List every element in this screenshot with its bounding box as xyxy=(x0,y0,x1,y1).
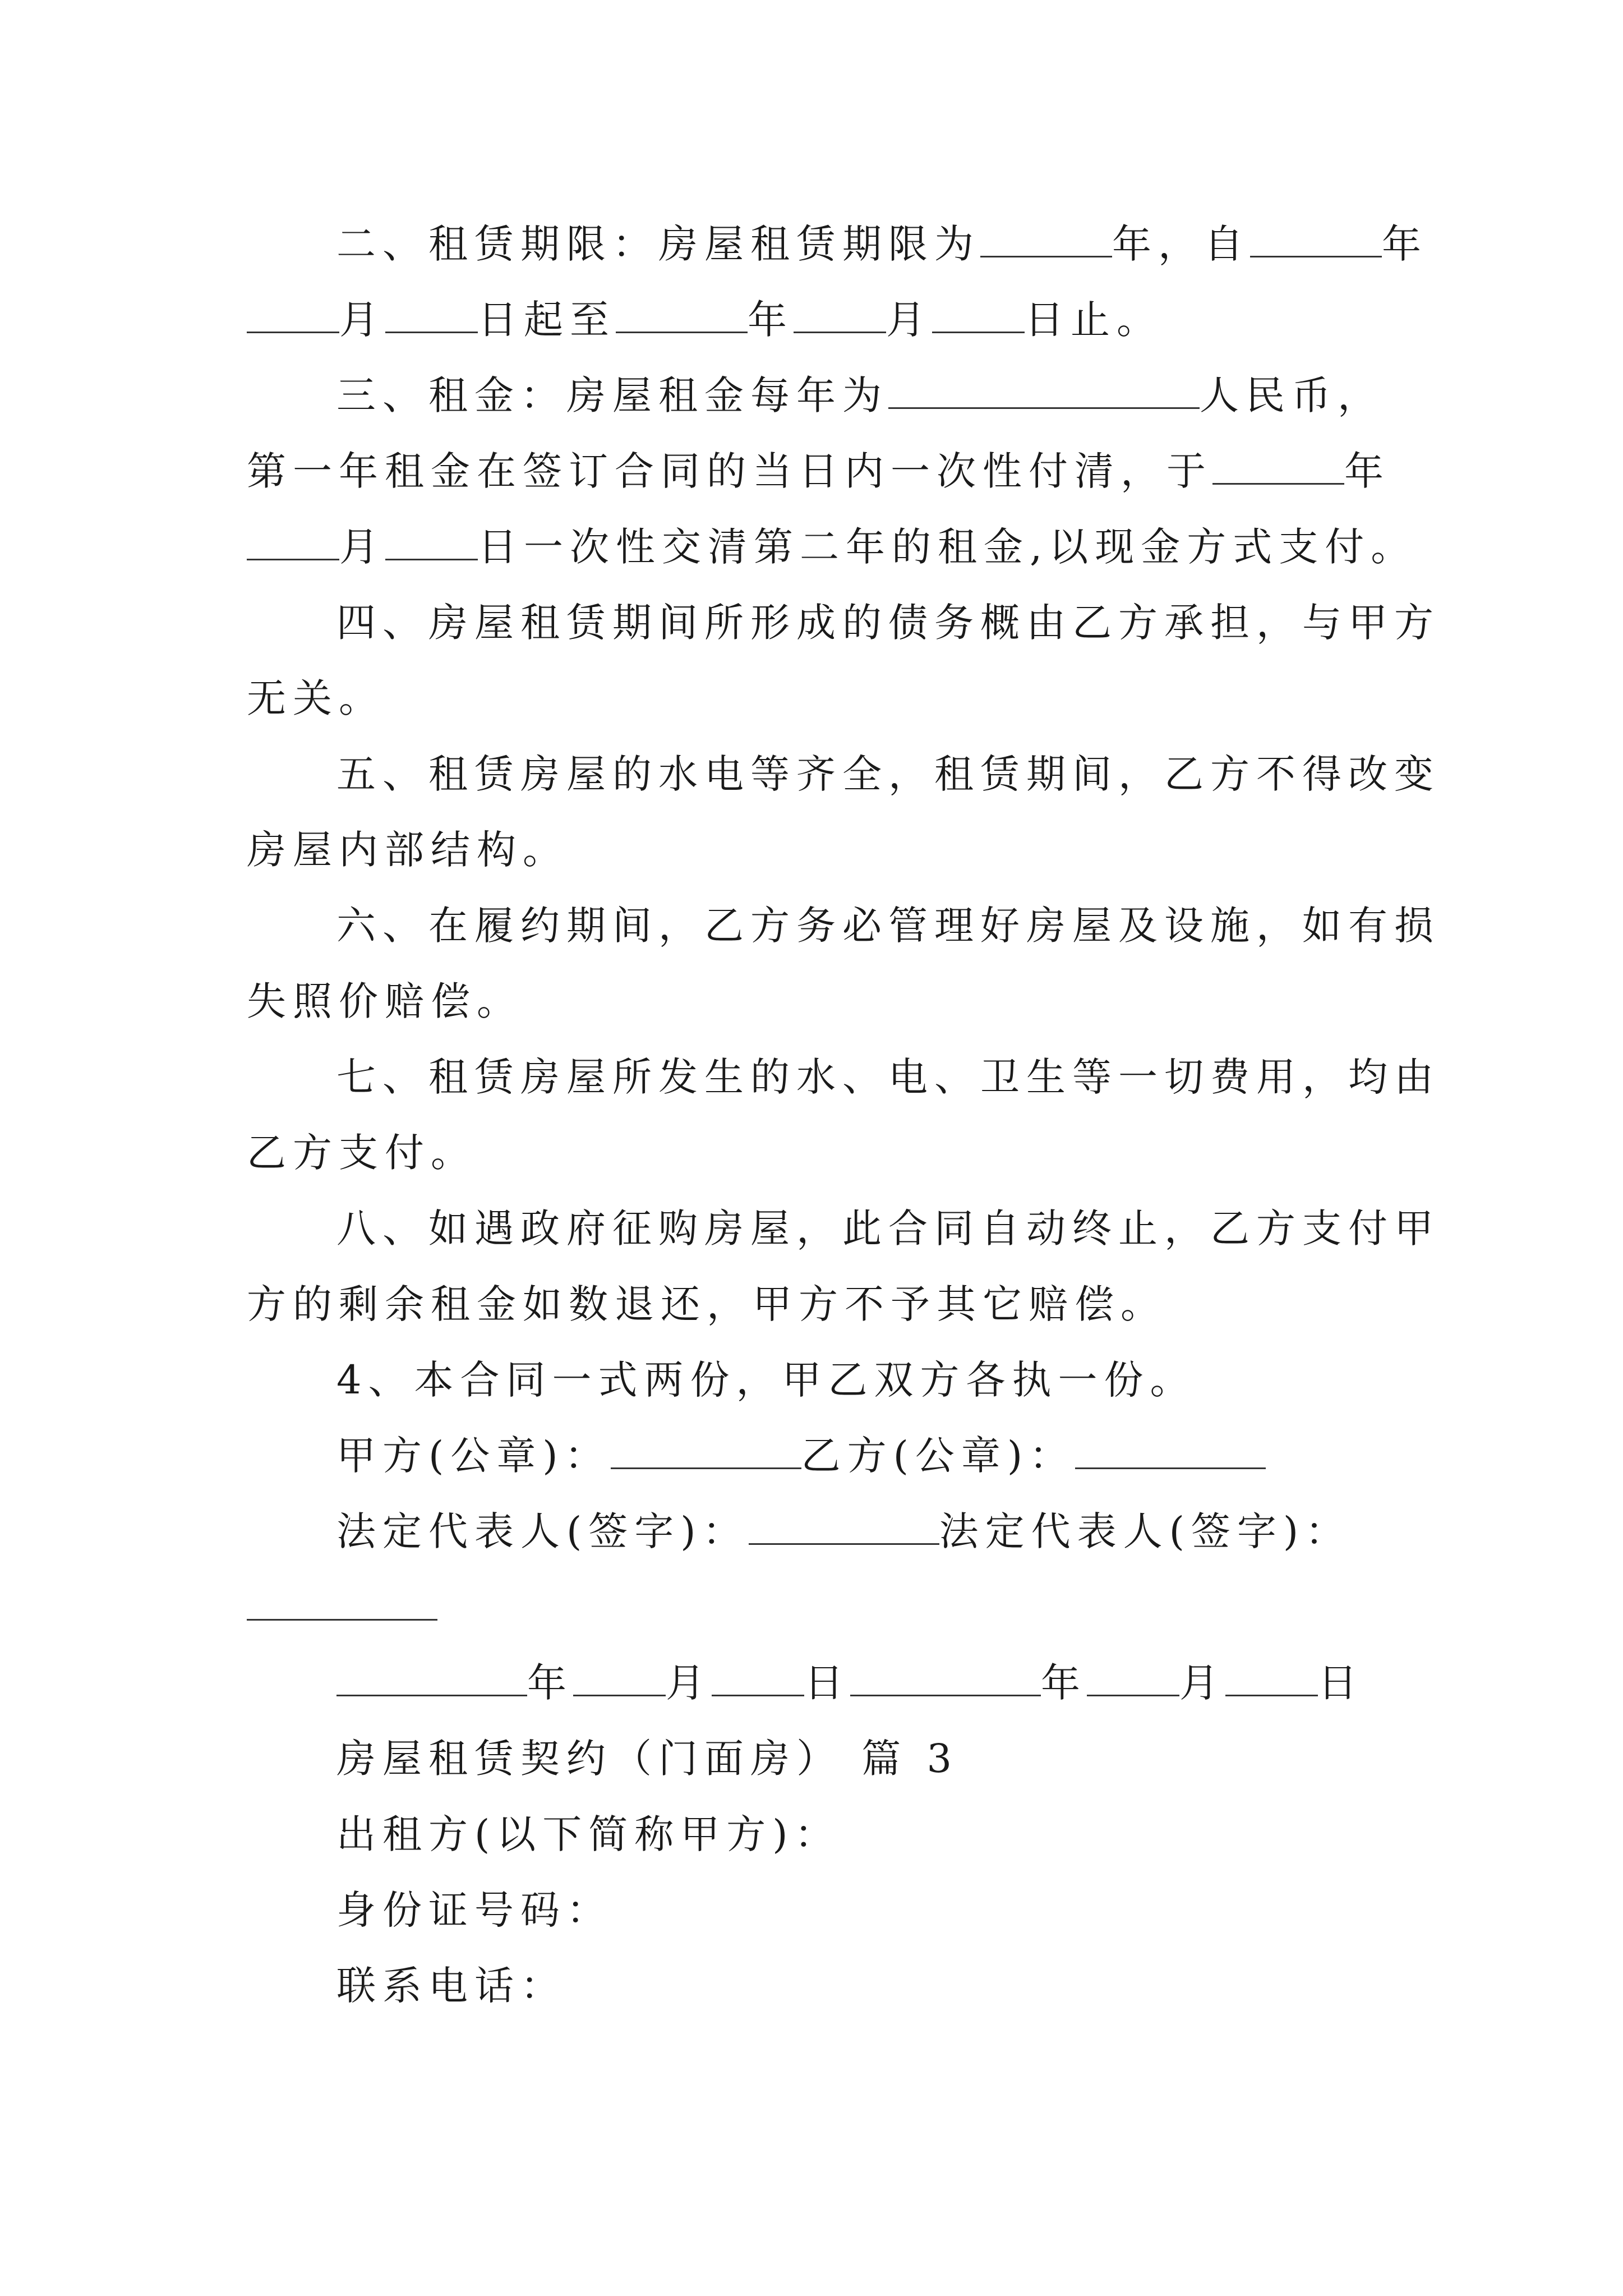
section-title: 房屋租赁契约（门面房） 篇 3 xyxy=(336,1736,959,1782)
blank-field[interactable] xyxy=(1250,221,1382,257)
blank-field[interactable] xyxy=(385,524,478,560)
article-3-text: 第一年租金在签订合同的当日内一次性付清，于 xyxy=(247,448,1212,494)
article-7-line-1: 七、租赁房屋所发生的水、电、卫生等一切费用，均由 xyxy=(336,1054,1440,1100)
date-day-label: 日 xyxy=(1318,1660,1364,1706)
rep-a-label: 法定代表人(签字)： xyxy=(336,1508,749,1554)
blank-field[interactable] xyxy=(385,297,478,333)
article-6-line-2: 失照价赔偿。 xyxy=(247,978,523,1024)
blank-field[interactable] xyxy=(980,221,1112,257)
date-year-label: 年 xyxy=(1041,1660,1087,1706)
rep-b-label: 法定代表人(签字)： xyxy=(939,1508,1352,1554)
date-month-label: 月 xyxy=(666,1660,712,1706)
party-a-seal-label: 甲方(公章)： xyxy=(336,1433,611,1479)
article-2-text: 月 xyxy=(339,297,385,343)
article-3-line-1 xyxy=(336,367,1475,424)
representative-continuation xyxy=(247,1579,1385,1635)
blank-field[interactable] xyxy=(247,297,339,333)
article-3-text: 三、租金：房屋租金每年为 xyxy=(336,372,888,418)
article-7-line-2: 乙方支付。 xyxy=(247,1130,477,1176)
blank-field[interactable] xyxy=(850,1660,1041,1696)
date-month-label: 月 xyxy=(1179,1660,1225,1706)
phone-line: 联系电话： xyxy=(336,1963,566,2009)
party-a-seal-blank[interactable] xyxy=(611,1433,801,1469)
date-line xyxy=(336,1655,1475,1711)
article-2-text: 月 xyxy=(886,297,932,343)
blank-field[interactable] xyxy=(794,297,886,333)
blank-field[interactable] xyxy=(888,372,1200,409)
rep-a-blank[interactable] xyxy=(749,1508,939,1545)
blank-field[interactable] xyxy=(573,1660,666,1696)
id-number-line: 身份证号码： xyxy=(336,1887,612,1933)
article-3-text: 月 xyxy=(339,524,385,570)
rep-b-blank[interactable] xyxy=(247,1584,437,1621)
blank-field[interactable] xyxy=(1212,448,1344,485)
party-seal-line xyxy=(336,1428,1475,1484)
article-2-text: 日止。 xyxy=(1025,297,1163,343)
party-b-seal-blank[interactable] xyxy=(1075,1433,1266,1469)
article-6-line-1: 六、在履约期间，乙方务必管理好房屋及设施，如有损 xyxy=(336,903,1440,949)
date-day-label: 日 xyxy=(804,1660,850,1706)
article-2-line-1 xyxy=(336,216,1475,272)
article-2-text: 年 xyxy=(748,297,794,343)
blank-field[interactable] xyxy=(1087,1660,1179,1696)
copies-clause: 4、本合同一式两份，甲乙双方各执一份。 xyxy=(336,1357,1196,1403)
blank-field[interactable] xyxy=(247,524,339,560)
blank-field[interactable] xyxy=(616,297,748,333)
article-5-line-1: 五、租赁房屋的水电等齐全，租赁期间，乙方不得改变 xyxy=(336,751,1440,797)
article-2-text: 年，自 xyxy=(1112,221,1250,267)
blank-field[interactable] xyxy=(1225,1660,1318,1696)
article-2-line-2 xyxy=(247,292,1385,348)
date-year-label: 年 xyxy=(527,1660,573,1706)
party-b-seal-label: 乙方(公章)： xyxy=(801,1433,1076,1479)
article-8-line-2: 方的剩余租金如数退还，甲方不予其它赔偿。 xyxy=(247,1281,1166,1327)
blank-field[interactable] xyxy=(712,1660,804,1696)
article-3-text: 年 xyxy=(1344,448,1390,494)
representative-line xyxy=(336,1503,1475,1559)
article-2-text: 日起至 xyxy=(478,297,616,343)
lessor-line: 出租方(以下简称甲方)： xyxy=(336,1811,841,1857)
article-3-text: 人民币， xyxy=(1200,372,1384,418)
article-3-line-3 xyxy=(247,519,1417,575)
article-4-line-1: 四、房屋租赁期间所形成的债务概由乙方承担，与甲方 xyxy=(336,600,1440,646)
article-5-line-2: 房屋内部结构。 xyxy=(247,827,569,873)
article-3-line-2 xyxy=(247,443,1390,499)
article-2-text: 年 xyxy=(1382,221,1428,267)
blank-field[interactable] xyxy=(932,297,1025,333)
blank-field[interactable] xyxy=(336,1660,527,1696)
article-4-line-2: 无关。 xyxy=(247,675,385,721)
article-2-text: 二、租赁期限：房屋租赁期限为 xyxy=(336,221,980,267)
article-8-line-1: 八、如遇政府征购房屋，此合同自动终止，乙方支付甲 xyxy=(336,1205,1440,1251)
article-3-text: 日一次性交清第二年的租金,以现金方式支付。 xyxy=(478,524,1417,570)
